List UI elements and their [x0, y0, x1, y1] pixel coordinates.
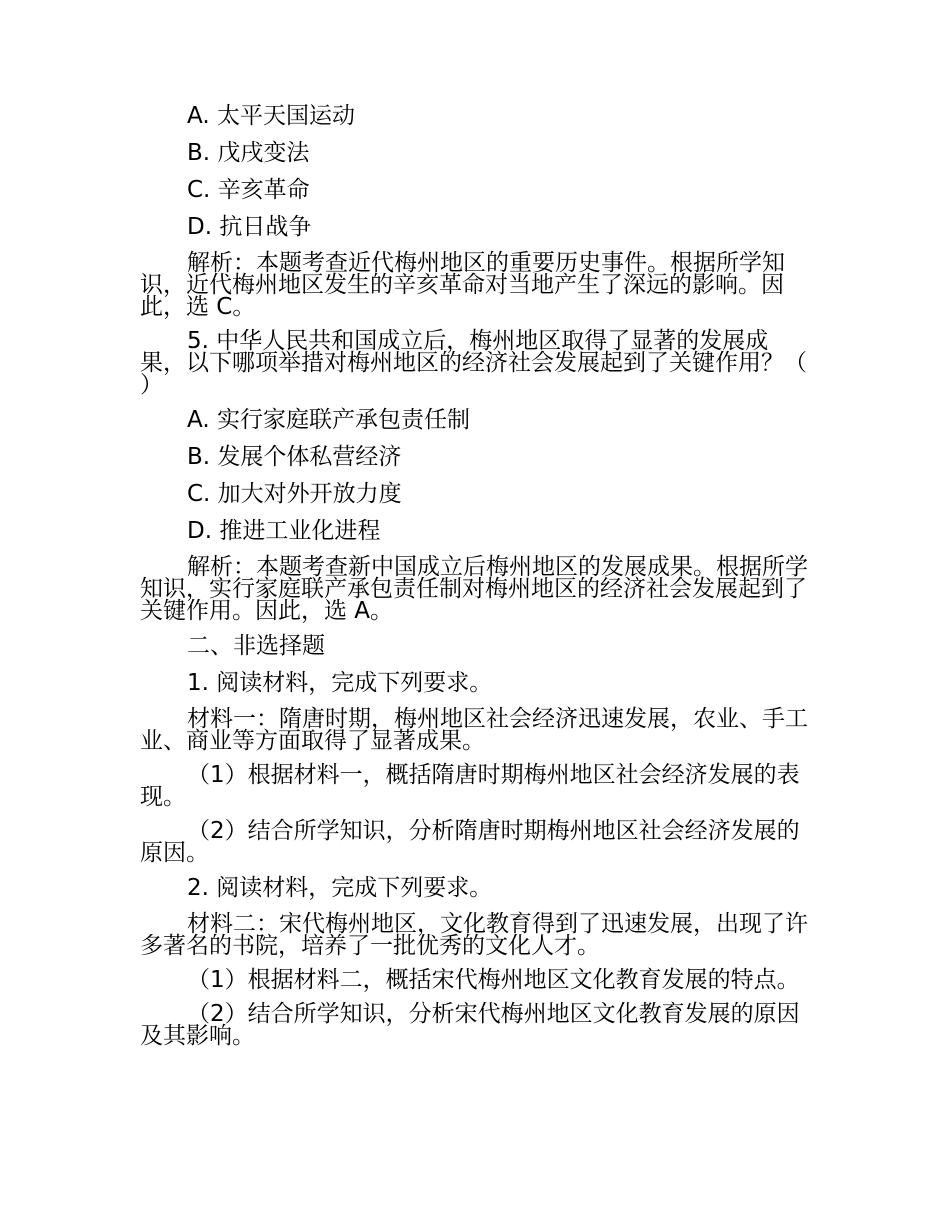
question-1-part-1: （1）根据材料一，概括隋唐时期梅州地区社会经济发展的表现。: [140, 762, 800, 810]
analysis-question-4: 解析：本题考查近代梅州地区的重要历史事件。根据所学知识，近代梅州地区发生的辛亥革命对当地产生了深远的影响。因此，选 C。: [140, 250, 785, 320]
question-5: 5. 中华人民共和国成立后，梅州地区取得了显著的发展成果，以下哪项举措对梅州地区的经济社会发展起到了关键作用？（ ）: [140, 328, 807, 398]
option-d-industrial: D. 推进工业化进程: [187, 518, 381, 544]
option-c-opening: C. 加大对外开放力度: [187, 481, 402, 507]
option-b-wuxu: B. 戊戌变法: [187, 140, 310, 166]
material-2: 材料二：宋代梅州地区，文化教育得到了迅速发展，出现了许多著名的书院，培养了一批优秀的文化人才。: [140, 911, 808, 959]
question-2-intro: 2. 阅读材料，完成下列要求。: [187, 875, 493, 901]
material-1: 材料一：隋唐时期，梅州地区社会经济迅速发展，农业、手工业、商业等方面取得了显著成果。: [140, 706, 808, 754]
document-body: [140, 104, 812, 1059]
question-2-part-1: （1）根据材料二，概括宋代梅州地区文化教育发展的特点。: [187, 967, 800, 993]
question-1-intro: 1. 阅读材料，完成下列要求。: [187, 670, 493, 696]
option-b-private: B. 发展个体私营经济: [187, 444, 402, 470]
question-1-part-2: （2）结合所学知识，分析隋唐时期梅州地区社会经济发展的原因。: [140, 818, 800, 866]
option-c-xinhai: C. 辛亥革命: [187, 177, 310, 203]
question-2-part-2: （2）结合所学知识，分析宋代梅州地区文化教育发展的原因及其影响。: [140, 1001, 800, 1049]
option-a-taiping: A. 太平天国运动: [187, 103, 355, 129]
option-a-household: A. 实行家庭联产承包责任制: [187, 407, 470, 433]
option-d-kangri: D. 抗日战争: [187, 214, 312, 240]
section-heading-non-choice: 二、非选择题: [187, 633, 325, 659]
analysis-question-5: 解析：本题考查新中国成立后梅州地区的发展成果。根据所学知识，实行家庭联产承包责任制对梅州地区的经济社会发展起到了关键作用。因此，选 A。: [140, 554, 808, 624]
